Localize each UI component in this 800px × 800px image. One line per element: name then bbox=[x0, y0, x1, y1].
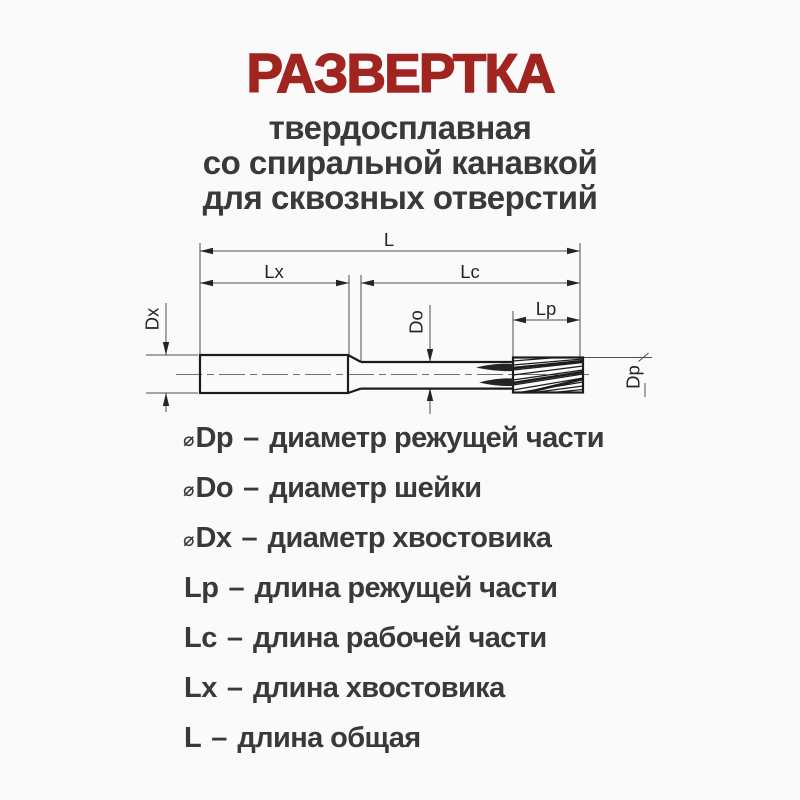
legend-term: Lx bbox=[184, 671, 217, 704]
legend-separator: – bbox=[226, 621, 243, 654]
label-shank-diameter: Dx bbox=[141, 307, 163, 331]
legend-description: длина режущей части bbox=[254, 571, 558, 604]
dimension-Dp bbox=[623, 353, 649, 397]
legend-item-lp bbox=[183, 563, 604, 613]
legend-term: ⌀Dp bbox=[183, 421, 234, 454]
legend-item-do bbox=[183, 463, 604, 513]
legend-description: длина хвостовика bbox=[252, 671, 505, 704]
subtitle-line-1: твердосплавная bbox=[268, 109, 532, 146]
legend-item-dx bbox=[183, 513, 604, 563]
legend-description: длина рабочей части bbox=[252, 621, 547, 654]
legend-term: L bbox=[184, 721, 202, 754]
legend-separator: – bbox=[243, 421, 260, 454]
legend-term: Lp bbox=[184, 571, 219, 604]
dimension-Lx bbox=[200, 261, 349, 286]
legend-description: диаметр режущей части bbox=[269, 421, 604, 454]
legend bbox=[183, 413, 604, 763]
label-shank-length: Lx bbox=[264, 261, 284, 282]
legend-term: Lc bbox=[184, 621, 217, 654]
flute-entry-lower bbox=[479, 378, 513, 386]
page-title: РАЗВЕРТКА bbox=[246, 42, 554, 104]
dimension-Dx bbox=[142, 303, 170, 412]
dimension-L bbox=[200, 229, 580, 254]
legend-item-l bbox=[183, 713, 604, 763]
dimension-Lc bbox=[361, 261, 580, 286]
legend-item-lx bbox=[183, 663, 604, 713]
dimension-Lp bbox=[513, 298, 580, 323]
taper-bottom bbox=[348, 389, 361, 393]
legend-term: ⌀Dx bbox=[183, 521, 232, 554]
legend-separator: – bbox=[226, 671, 243, 704]
subtitle-line-3: для сквозных отверстий bbox=[202, 179, 598, 216]
dimension-Do bbox=[406, 305, 434, 414]
diameter-symbol: ⌀ bbox=[183, 429, 195, 451]
legend-description: длина общая bbox=[237, 721, 421, 754]
diameter-symbol: ⌀ bbox=[183, 479, 195, 501]
label-cutting-diameter: Dp bbox=[622, 365, 644, 389]
legend-separator: – bbox=[211, 721, 228, 754]
subtitle-line-2: со спиральной канавкой bbox=[202, 144, 598, 181]
legend-separator: – bbox=[243, 471, 260, 504]
label-cutting-length: Lp bbox=[535, 298, 557, 319]
taper-top bbox=[348, 355, 361, 362]
label-neck-diameter: Do bbox=[405, 310, 427, 334]
legend-separator: – bbox=[241, 521, 258, 554]
legend-description: диаметр шейки bbox=[269, 471, 482, 504]
legend-term: ⌀Do bbox=[183, 471, 234, 504]
label-working-length: Lc bbox=[460, 261, 480, 282]
legend-item-dp bbox=[183, 413, 604, 463]
label-overall-length: L bbox=[383, 229, 395, 250]
subtitle bbox=[0, 110, 800, 215]
legend-description: диаметр хвостовика bbox=[267, 521, 552, 554]
reamer-technical-drawing bbox=[138, 228, 670, 420]
diameter-symbol: ⌀ bbox=[183, 529, 195, 551]
legend-separator: – bbox=[228, 571, 245, 604]
legend-item-lc bbox=[183, 613, 604, 663]
flute-entry-upper bbox=[476, 364, 513, 371]
